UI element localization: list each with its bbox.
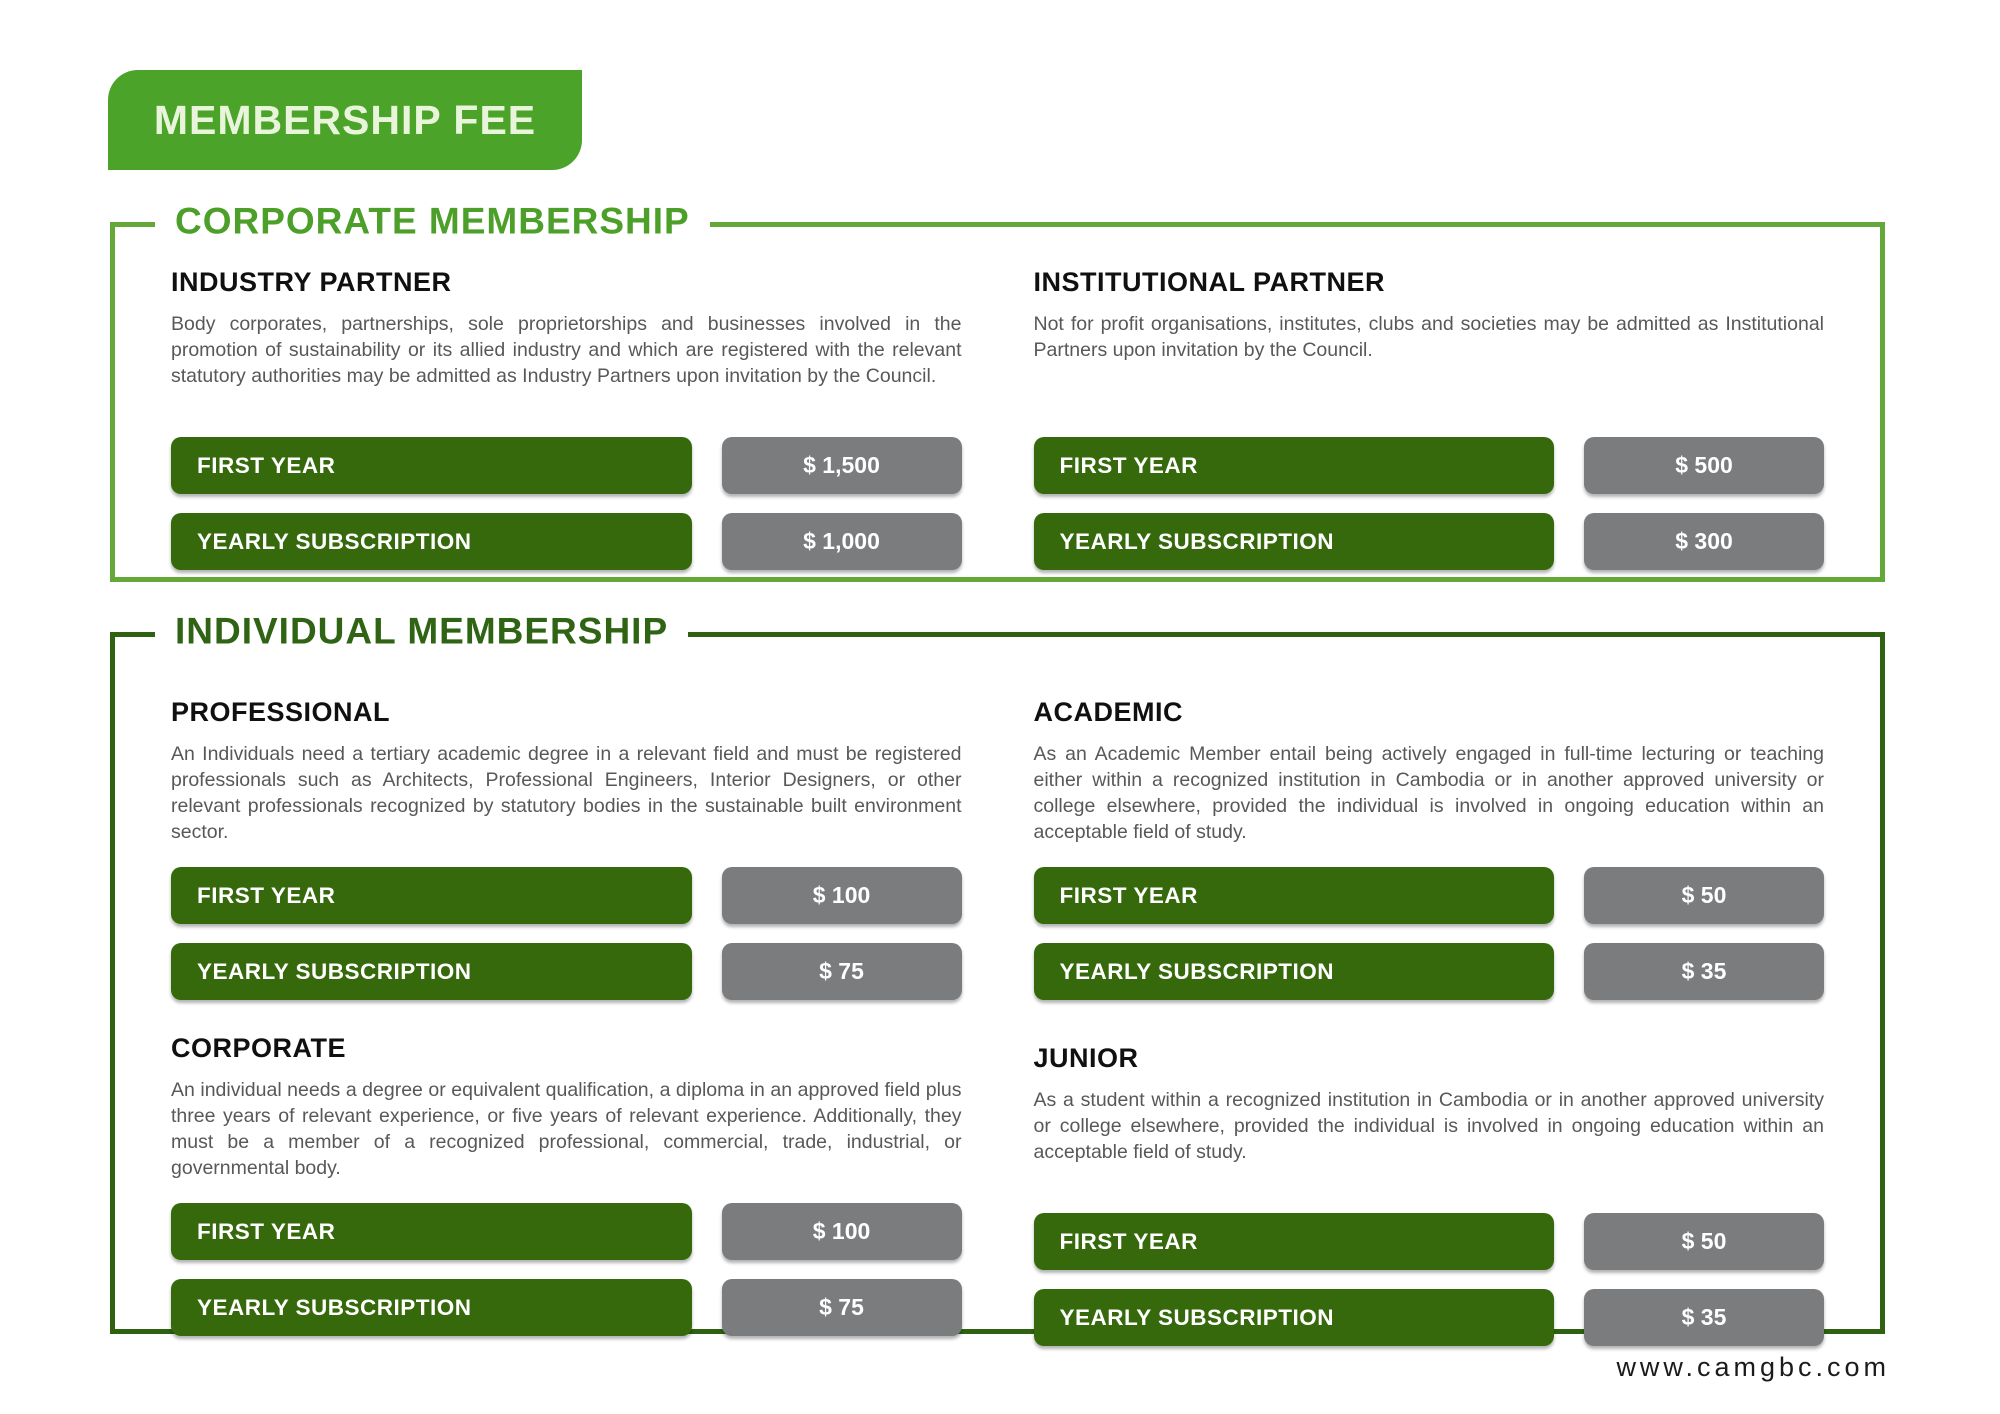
fee-label: YEARLY SUBSCRIPTION [171,513,692,570]
block-heading: JUNIOR [1033,1043,1139,1073]
membership-fee-badge [108,70,582,170]
fee-label: YEARLY SUBSCRIPTION [1034,943,1555,1000]
block-description: Body corporates, partnerships, sole proprietorships and businesses involved in the promotion of sustainability or its allied industry and which are registered with the relevant statutory authorities may be admitted as Industry Partners upon invitation by the Council. [171,313,962,387]
fee-label: FIRST YEAR [171,867,692,924]
block-description: Not for profit organisations, institutes, clubs and societies may be admitted as Institutional Partners upon invitation by the Council. [1033,313,1824,361]
fee-price: $ 1,500 [722,437,962,494]
fee-row [171,943,962,1000]
fee-row [171,867,962,924]
fee-row [1034,1289,1825,1346]
fee-label: YEARLY SUBSCRIPTION [1034,513,1555,570]
fee-label: YEARLY SUBSCRIPTION [1034,1289,1555,1346]
corporate-individual-block [171,1033,962,1365]
block-description: An individual needs a degree or equivalent qualification, a diploma in an approved field plus three years of relevant experience, or five years of relevant experience. Additionally, they must be a member of a recognized professional, commercial, trade, industrial, or governmental body. [171,1079,962,1179]
fee-price: $ 50 [1584,1213,1824,1270]
block-description: As an Academic Member entail being actively engaged in full-time lecturing or teaching either within a recognized institution in Cambodia or in another approved university or college elsewhere, provided the individual is involved in ongoing education within an acceptable field of study. [1033,743,1824,843]
corporate-membership-title: CORPORATE MEMBERSHIP [155,202,710,243]
junior-block [1034,1033,1825,1365]
fee-row [171,1279,962,1336]
page-title: MEMBERSHIP FEE [153,96,537,143]
fee-row [171,513,962,570]
fee-label: FIRST YEAR [1034,437,1555,494]
fee-label: FIRST YEAR [1034,867,1555,924]
fee-price: $ 1,000 [722,513,962,570]
fee-price: $ 75 [722,1279,962,1336]
corporate-membership-section [110,200,1885,582]
fee-row [171,1203,962,1260]
fee-label: YEARLY SUBSCRIPTION [171,1279,692,1336]
industry-partner-block [171,267,962,589]
institutional-partner-block [1034,267,1825,589]
block-description: An Individuals need a tertiary academic degree in a relevant field and must be registered professionals such as Architects, Professional Engineers, Interior Designers, or other relevant professionals recognized by statutory bodies in the sustainable built environment sector. [171,743,962,843]
fee-row [1034,437,1825,494]
fee-row [1034,867,1825,924]
block-heading: INDUSTRY PARTNER [171,267,452,297]
fee-price: $ 75 [722,943,962,1000]
corporate-membership-content [115,227,1880,589]
academic-block [1034,697,1825,1019]
fee-row [171,437,962,494]
fee-row [1034,513,1825,570]
professional-block [171,697,962,1019]
fee-price: $ 50 [1584,867,1824,924]
block-description: As a student within a recognized institution in Cambodia or in another approved university or college elsewhere, provided the individual is involved in ongoing education within an acceptable field of study. [1033,1089,1824,1163]
fee-price: $ 100 [722,867,962,924]
block-heading: CORPORATE [171,1033,347,1063]
fee-price: $ 35 [1584,943,1824,1000]
fee-label: FIRST YEAR [171,437,692,494]
fee-row [1034,943,1825,1000]
fee-price: $ 35 [1584,1289,1824,1346]
individual-membership-content [115,637,1880,1365]
individual-membership-title: INDIVIDUAL MEMBERSHIP [155,612,688,653]
block-heading: ACADEMIC [1033,697,1183,727]
fee-price: $ 300 [1584,513,1824,570]
fee-label: YEARLY SUBSCRIPTION [171,943,692,1000]
block-heading: PROFESSIONAL [171,697,391,727]
fee-price: $ 500 [1584,437,1824,494]
fee-label: FIRST YEAR [171,1203,692,1260]
block-heading: INSTITUTIONAL PARTNER [1033,267,1385,297]
website-url: www.camgbc.com [1616,1352,1890,1382]
individual-membership-section [110,610,1885,1334]
fee-price: $ 100 [722,1203,962,1260]
fee-label: FIRST YEAR [1034,1213,1555,1270]
fee-row [1034,1213,1825,1270]
